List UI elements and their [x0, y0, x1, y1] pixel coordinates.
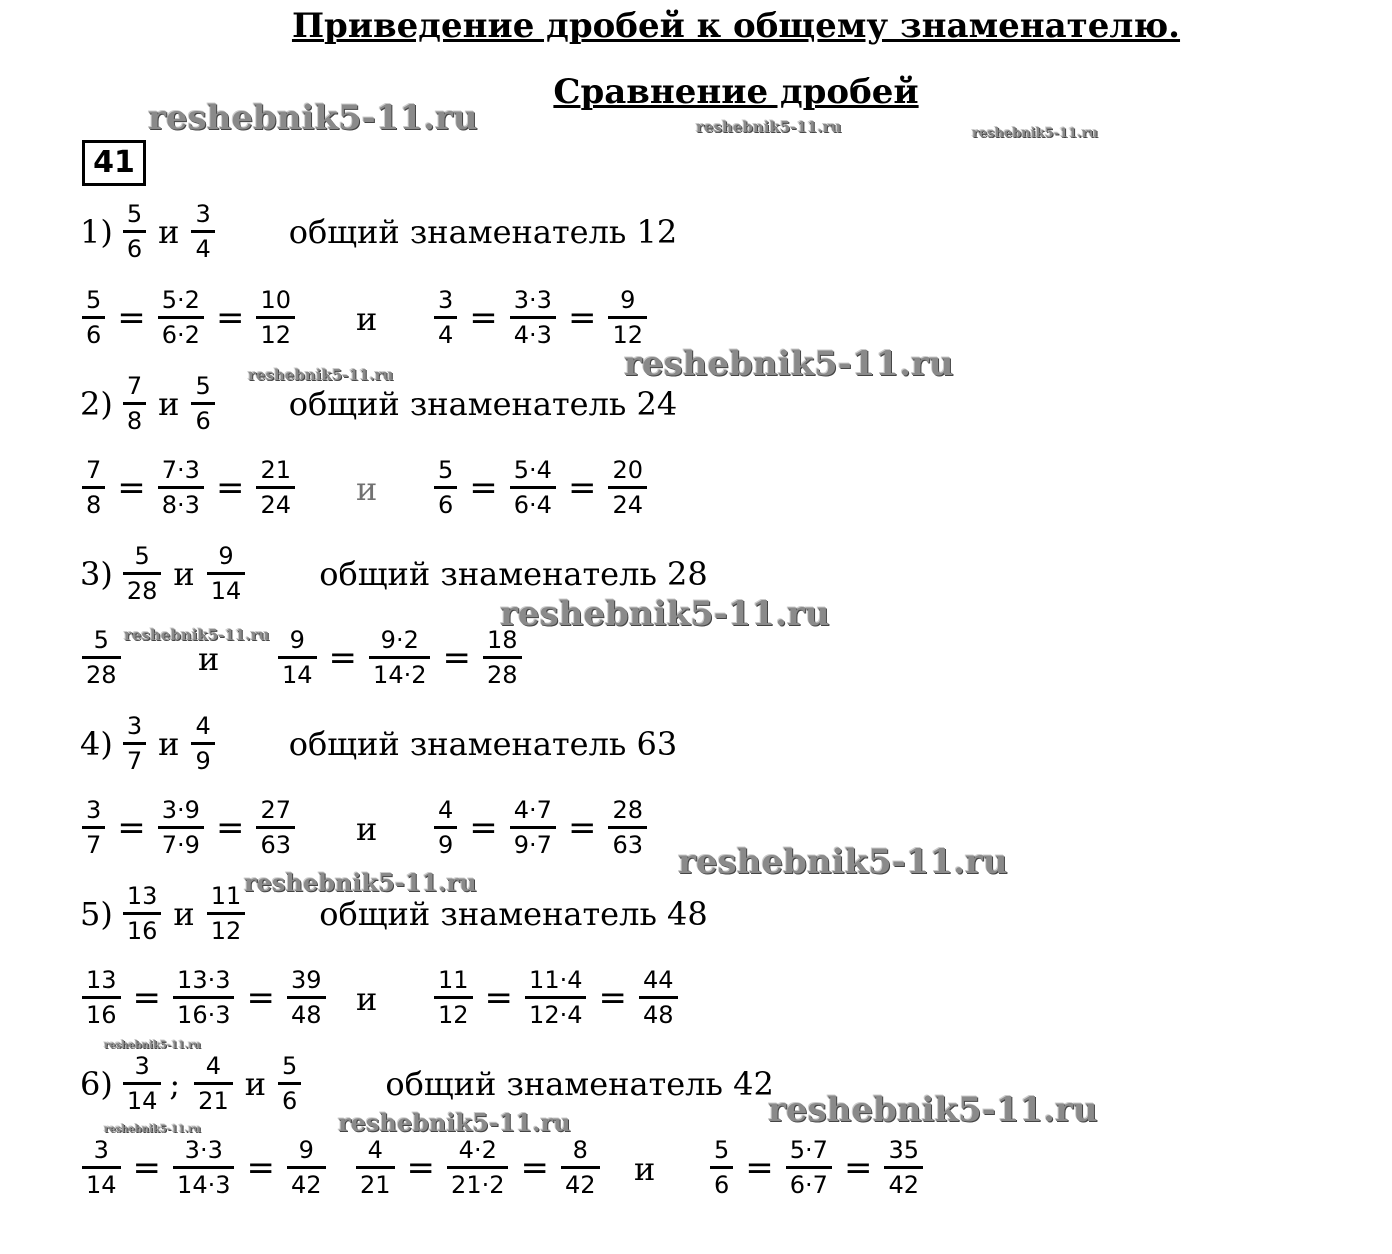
fraction	[256, 796, 295, 859]
equals-sign: =	[117, 467, 146, 508]
conjunction	[348, 300, 385, 338]
conjunction: и	[158, 384, 180, 423]
fraction	[510, 796, 556, 859]
conjunction	[348, 980, 385, 1018]
watermark: reshebnik5-11.ru	[696, 118, 842, 136]
fraction	[158, 456, 204, 519]
common-denominator-label: общий знаменатель 12	[288, 212, 678, 251]
fraction	[434, 456, 457, 519]
denominator: 7·9	[158, 826, 204, 859]
denominator: 14	[207, 572, 246, 605]
fraction	[82, 626, 121, 689]
equals-sign: =	[215, 807, 245, 848]
fraction	[287, 1136, 326, 1199]
numerator: 10	[260, 286, 291, 314]
left-expansion	[78, 626, 125, 689]
numerator: 4	[367, 1136, 383, 1164]
denominator: 16·3	[173, 996, 234, 1029]
conjunction-text: и	[356, 810, 378, 848]
numerator: 5·4	[513, 456, 552, 484]
numerator: 4·7	[513, 796, 552, 824]
page-title: Приведение дробей к общему знаменателю.	[291, 6, 1181, 46]
denominator: 6	[434, 486, 457, 519]
denominator: 12	[608, 316, 647, 349]
fraction	[434, 966, 473, 1029]
conjunction-text: и	[356, 980, 378, 1018]
equals-sign: =	[567, 807, 597, 848]
numerator: 4	[205, 1052, 222, 1080]
conjunction: и	[158, 212, 180, 251]
fraction	[191, 712, 214, 775]
numerator: 13	[86, 966, 117, 994]
denominator: 28	[82, 656, 121, 689]
numerator: 3	[93, 1136, 109, 1164]
watermark: reshebnik5-11.ru	[104, 1040, 201, 1051]
common-denominator-label: общий знаменатель 28	[319, 554, 708, 593]
task-header	[80, 200, 685, 263]
fraction	[483, 626, 522, 689]
fraction	[123, 542, 162, 605]
task-label: 1)	[80, 212, 113, 251]
numerator: 20	[612, 456, 643, 484]
denominator: 63	[256, 826, 295, 859]
numerator: 5	[126, 200, 143, 228]
equals-sign: =	[328, 637, 358, 678]
equals-sign: =	[246, 977, 275, 1018]
numerator: 18	[486, 626, 518, 654]
task-header	[80, 1052, 782, 1115]
expansion-3	[706, 1136, 927, 1199]
numerator: 5	[438, 456, 454, 484]
denominator: 6·7	[786, 1166, 832, 1199]
fraction	[173, 966, 234, 1029]
fraction	[884, 1136, 923, 1199]
denominator: 8	[123, 402, 146, 435]
watermark: reshebnik5-11.ru	[124, 626, 270, 644]
task-label: 4)	[80, 724, 113, 763]
right-expansion	[430, 796, 651, 859]
watermark: reshebnik5-11.ru	[248, 366, 394, 384]
denominator: 48	[639, 996, 678, 1029]
numerator: 9	[218, 542, 234, 570]
fraction	[82, 286, 105, 349]
conjunction-text: и	[634, 1150, 656, 1188]
fraction	[278, 626, 317, 689]
task-header	[80, 372, 685, 435]
fraction	[434, 796, 457, 859]
conjunction	[348, 810, 385, 848]
numerator: 3·3	[513, 286, 552, 314]
equals-sign: =	[469, 467, 498, 508]
equals-sign: =	[843, 1147, 873, 1188]
task-header	[80, 542, 716, 605]
equals-sign: =	[215, 467, 245, 508]
fraction	[123, 712, 146, 775]
numerator: 13	[126, 882, 158, 910]
numerator: 4·2	[458, 1136, 497, 1164]
numerator: 3	[195, 200, 211, 228]
fraction	[123, 372, 146, 435]
numerator: 9	[298, 1136, 314, 1164]
numerator: 8	[572, 1136, 588, 1164]
conjunction	[626, 1150, 663, 1188]
watermark: reshebnik5-11.ru	[624, 344, 954, 384]
fraction	[608, 796, 647, 859]
numerator: 11	[210, 882, 242, 910]
numerator: 35	[888, 1136, 919, 1164]
numerator: 5	[93, 626, 109, 654]
fraction	[608, 286, 647, 349]
fraction	[369, 626, 430, 689]
watermark: reshebnik5-11.ru	[104, 1124, 201, 1135]
numerator: 3	[438, 286, 454, 314]
numerator: 5	[134, 542, 150, 570]
fraction	[256, 286, 295, 349]
equals-sign: =	[484, 977, 514, 1018]
watermark: reshebnik5-11.ru	[972, 126, 1099, 141]
denominator: 9	[434, 826, 457, 859]
common-denominator-label: общий знаменатель 42	[385, 1064, 774, 1103]
conjunction	[348, 470, 385, 508]
left-expansion	[78, 966, 330, 1029]
denominator: 12	[434, 996, 473, 1029]
denominator: 28	[123, 572, 162, 605]
denominator: 21	[194, 1082, 233, 1115]
denominator: 14·3	[173, 1166, 234, 1199]
right-expansion	[430, 286, 651, 349]
denominator: 9	[191, 742, 214, 775]
fraction	[639, 966, 678, 1029]
numerator: 4	[195, 712, 211, 740]
fraction	[191, 372, 214, 435]
equals-sign: =	[406, 1147, 436, 1188]
right-expansion	[430, 456, 651, 519]
conjunction-text: и	[356, 300, 378, 338]
common-denominator-label: общий знаменатель 48	[319, 894, 708, 933]
numerator: 3	[126, 712, 143, 740]
conjunction-text: и	[356, 470, 378, 508]
conjunction: и	[173, 554, 195, 593]
numerator: 3·3	[184, 1136, 223, 1164]
fraction	[710, 1136, 733, 1199]
equals-sign: =	[745, 1147, 774, 1188]
fraction	[256, 456, 295, 519]
denominator: 42	[287, 1166, 326, 1199]
common-denominator-label: общий знаменатель 63	[288, 724, 678, 763]
numerator: 5	[86, 286, 102, 314]
denominator: 14	[82, 1166, 121, 1199]
numerator: 9·2	[380, 626, 419, 654]
denominator: 24	[608, 486, 647, 519]
fraction	[82, 796, 105, 859]
task-label: 6)	[80, 1064, 113, 1103]
left-expansion	[78, 286, 299, 349]
denominator: 12·4	[525, 996, 586, 1029]
watermark: reshebnik5-11.ru	[148, 98, 478, 138]
denominator: 21·2	[447, 1166, 508, 1199]
fraction	[82, 456, 105, 519]
denominator: 6	[123, 230, 146, 263]
numerator: 5·2	[161, 286, 200, 314]
fraction	[287, 966, 326, 1029]
common-denominator-label: общий знаменатель 24	[288, 384, 678, 423]
numerator: 5	[282, 1052, 298, 1080]
watermark: reshebnik5-11.ru	[338, 1108, 571, 1137]
fraction	[158, 796, 204, 859]
fraction	[123, 200, 146, 263]
fraction	[82, 1136, 121, 1199]
equals-sign: =	[567, 467, 597, 508]
denominator: 14·2	[369, 656, 430, 689]
equals-sign: =	[598, 977, 627, 1018]
denominator: 6	[710, 1166, 733, 1199]
denominator: 14	[123, 1082, 162, 1115]
denominator: 12	[256, 316, 295, 349]
fraction	[786, 1136, 832, 1199]
equals-sign: =	[520, 1147, 549, 1188]
numerator: 39	[290, 966, 322, 994]
fraction	[561, 1136, 600, 1199]
page-subtitle: Сравнение дробей	[553, 72, 919, 112]
denominator: 16	[82, 996, 121, 1029]
equals-sign: =	[117, 297, 146, 338]
numerator: 9	[289, 626, 305, 654]
task-label: 2)	[80, 384, 113, 423]
fraction	[207, 882, 246, 945]
expansion-1	[78, 1136, 330, 1199]
numerator: 13·3	[177, 966, 231, 994]
numerator: 11·4	[529, 966, 583, 994]
equals-sign: =	[246, 1147, 275, 1188]
fraction	[123, 1052, 162, 1115]
fraction	[608, 456, 647, 519]
conjunction: и	[158, 724, 180, 763]
denominator: 21	[356, 1166, 395, 1199]
denominator: 4·3	[510, 316, 556, 349]
numerator: 28	[612, 796, 643, 824]
right-expansion	[274, 626, 526, 689]
denominator: 4	[191, 230, 214, 263]
numerator: 4	[438, 796, 454, 824]
watermark: reshebnik5-11.ru	[678, 842, 1008, 882]
denominator: 6	[82, 316, 105, 349]
fraction	[207, 542, 246, 605]
numerator: 5	[714, 1136, 730, 1164]
fraction	[356, 1136, 395, 1199]
exercise-number: 41	[82, 140, 146, 186]
fraction	[123, 882, 162, 945]
fraction	[158, 286, 204, 349]
denominator: 4	[434, 316, 457, 349]
equals-sign: =	[215, 297, 245, 338]
numerator: 21	[260, 456, 291, 484]
denominator: 8	[82, 486, 105, 519]
numerator: 3	[134, 1052, 150, 1080]
denominator: 6·2	[158, 316, 204, 349]
denominator: 7	[123, 742, 146, 775]
fraction	[510, 456, 556, 519]
left-expansion	[78, 456, 299, 519]
separator: ;	[169, 1064, 181, 1103]
task-header	[80, 882, 716, 945]
numerator: 11	[438, 966, 469, 994]
numerator: 5·7	[789, 1136, 828, 1164]
watermark: reshebnik5-11.ru	[768, 1090, 1098, 1130]
equals-sign: =	[567, 297, 597, 338]
fraction	[525, 966, 586, 1029]
denominator: 24	[256, 486, 295, 519]
fraction	[278, 1052, 301, 1115]
right-expansion	[430, 966, 682, 1029]
equals-sign: =	[117, 807, 146, 848]
denominator: 7	[82, 826, 105, 859]
fraction	[173, 1136, 234, 1199]
expansion-2	[352, 1136, 604, 1199]
task-header	[80, 712, 685, 775]
denominator: 42	[884, 1166, 923, 1199]
numerator: 7·3	[161, 456, 200, 484]
numerator: 7	[126, 372, 143, 400]
task-label: 3)	[80, 554, 113, 593]
conjunction: и	[173, 894, 195, 933]
numerator: 27	[260, 796, 291, 824]
denominator: 16	[123, 912, 162, 945]
numerator: 7	[86, 456, 102, 484]
numerator: 5	[195, 372, 211, 400]
numerator: 44	[642, 966, 674, 994]
conjunction-text: и	[198, 640, 220, 678]
denominator: 28	[483, 656, 522, 689]
equals-sign: =	[132, 1147, 162, 1188]
equals-sign: =	[469, 807, 498, 848]
equals-sign: =	[442, 637, 471, 678]
denominator: 12	[207, 912, 246, 945]
equals-sign: =	[132, 977, 162, 1018]
denominator: 6·4	[510, 486, 556, 519]
conjunction: и	[244, 1064, 267, 1103]
denominator: 48	[287, 996, 326, 1029]
denominator: 8·3	[158, 486, 204, 519]
numerator: 3·9	[161, 796, 200, 824]
denominator: 14	[278, 656, 317, 689]
fraction	[434, 286, 457, 349]
watermark: reshebnik5-11.ru	[244, 868, 477, 897]
denominator: 63	[608, 826, 647, 859]
fraction	[194, 1052, 233, 1115]
fraction	[82, 966, 121, 1029]
left-expansion	[78, 796, 299, 859]
numerator: 9	[620, 286, 636, 314]
watermark: reshebnik5-11.ru	[500, 594, 830, 634]
fraction	[447, 1136, 508, 1199]
equals-sign: =	[469, 297, 498, 338]
denominator: 6	[191, 402, 214, 435]
fraction	[191, 200, 214, 263]
conjunction	[190, 640, 227, 678]
denominator: 42	[561, 1166, 600, 1199]
denominator: 9·7	[510, 826, 556, 859]
denominator: 6	[278, 1082, 301, 1115]
fraction	[510, 286, 556, 349]
task-label: 5)	[80, 894, 113, 933]
numerator: 3	[86, 796, 102, 824]
